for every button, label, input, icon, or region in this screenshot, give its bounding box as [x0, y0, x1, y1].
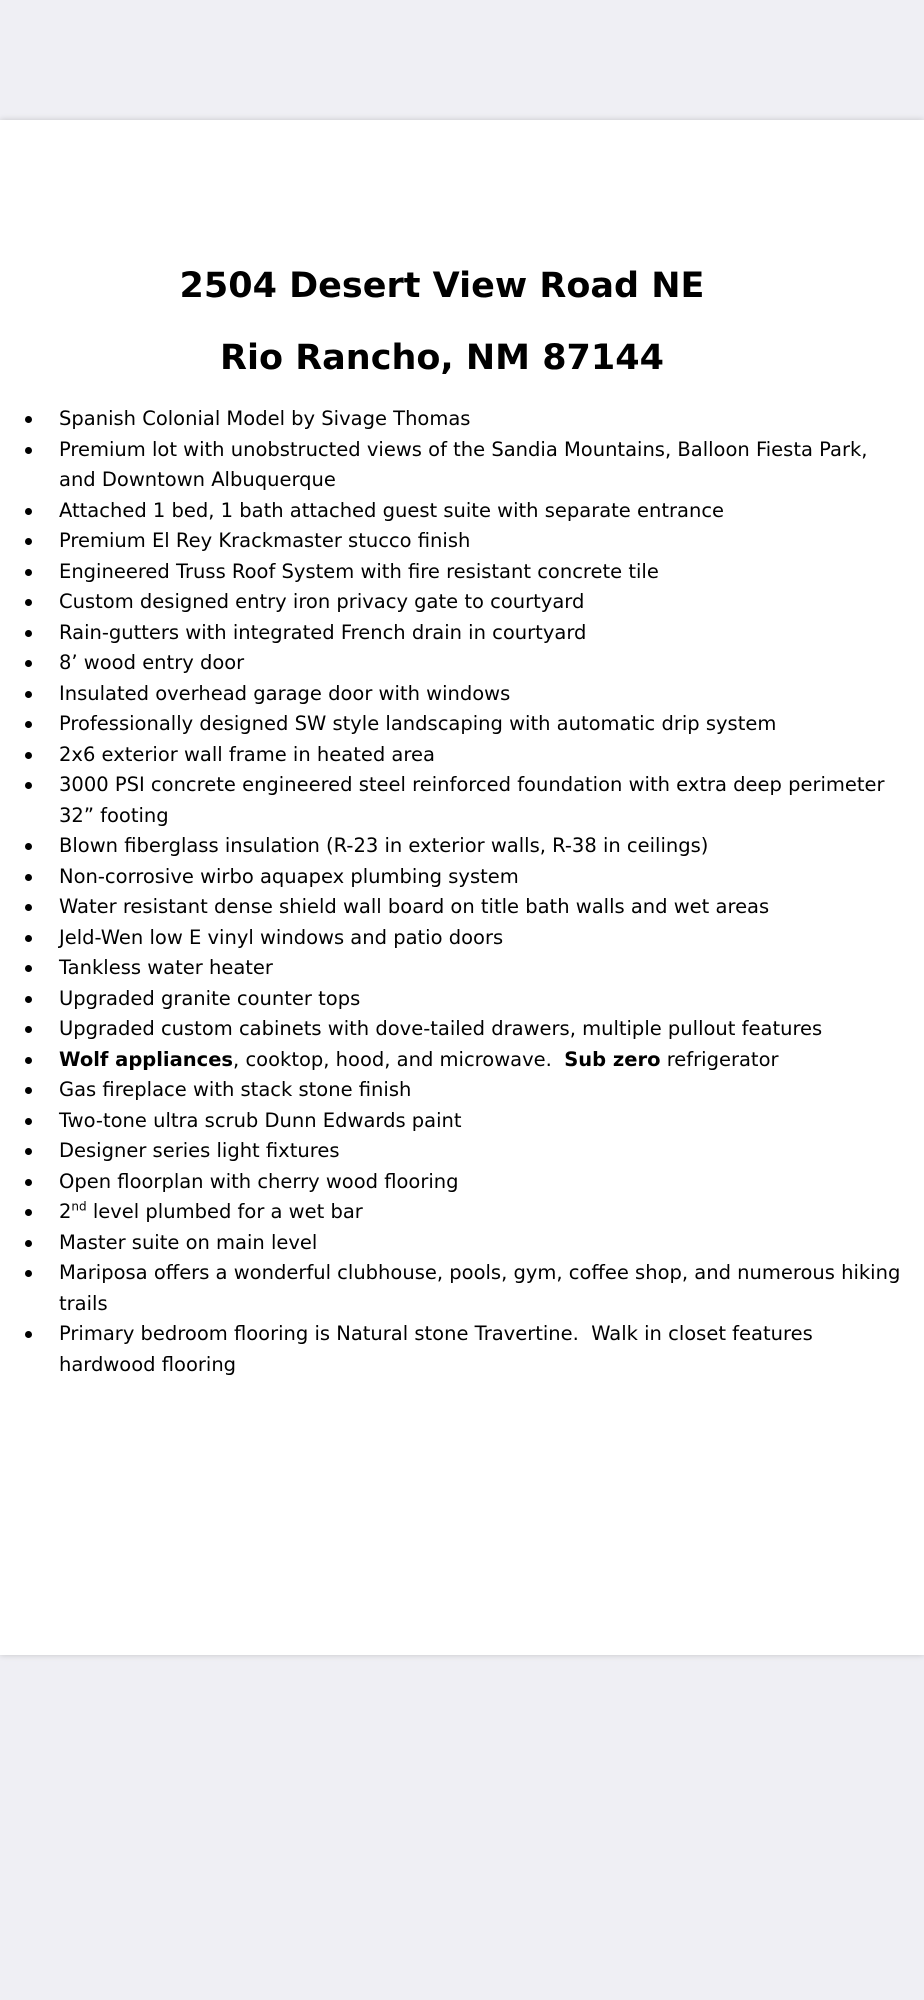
feature-item: Custom designed entry iron privacy gate to courtyard — [0, 587, 924, 618]
bullet-icon — [25, 1331, 32, 1338]
feature-list — [0, 404, 924, 1380]
feature-item: Gas fireplace with stack stone finish — [0, 1075, 924, 1106]
feature-item: Professionally designed SW style landscaping with automatic drip system — [0, 709, 924, 740]
bullet-icon — [25, 569, 32, 576]
feature-item: Premium El Rey Krackmaster stucco finish — [0, 526, 924, 557]
feature-item: Jeld-Wen low E vinyl windows and patio doors — [0, 923, 924, 954]
feature-item: Attached 1 bed, 1 bath attached guest suite with separate entrance — [0, 496, 924, 527]
feature-item: Two-tone ultra scrub Dunn Edwards paint — [0, 1106, 924, 1137]
bullet-icon — [25, 1240, 32, 1247]
bullet-icon — [25, 447, 32, 454]
feature-item: Insulated overhead garage door with windows — [0, 679, 924, 710]
bullet-icon — [25, 1148, 32, 1155]
feature-item: 8’ wood entry door — [0, 648, 924, 679]
bullet-icon — [25, 1026, 32, 1033]
feature-item-wet-bar: 2nd level plumbed for a wet bar — [0, 1197, 924, 1228]
bullet-icon — [25, 996, 32, 1003]
bullet-icon — [25, 630, 32, 637]
document-page — [0, 120, 924, 1655]
feature-item: Non-corrosive wirbo aquapex plumbing system — [0, 862, 924, 893]
feature-item: Mariposa offers a wonderful clubhouse, pools, gym, coffee shop, and numerous hiking trails — [0, 1258, 924, 1319]
feature-item: Primary bedroom flooring is Natural stone Travertine. Walk in closet features hardwood flooring — [0, 1319, 924, 1380]
feature-item: Master suite on main level — [0, 1228, 924, 1259]
address-street: 2504 Desert View Road NE — [179, 266, 705, 306]
feature-item: Spanish Colonial Model by Sivage Thomas — [0, 404, 924, 435]
bullet-icon — [25, 965, 32, 972]
bullet-icon — [25, 1057, 32, 1064]
bullet-icon — [25, 416, 32, 423]
bullet-icon — [25, 874, 32, 881]
bullet-icon — [25, 1270, 32, 1277]
bullet-icon — [25, 904, 32, 911]
bullet-icon — [25, 691, 32, 698]
feature-item: Premium lot with unobstructed views of the Sandia Mountains, Balloon Fiesta Park, and Downtown Albuquerque — [0, 435, 924, 496]
feature-item-appliances: Wolf appliances, cooktop, hood, and microwave. Sub zero refrigerator — [0, 1045, 924, 1076]
bullet-icon — [25, 538, 32, 545]
bullet-icon — [25, 935, 32, 942]
feature-item: Upgraded granite counter tops — [0, 984, 924, 1015]
bullet-icon — [25, 1179, 32, 1186]
bullet-icon — [25, 599, 32, 606]
bullet-icon — [25, 843, 32, 850]
feature-item: Engineered Truss Roof System with fire resistant concrete tile — [0, 557, 924, 588]
bullet-icon — [25, 1087, 32, 1094]
feature-item: Tankless water heater — [0, 953, 924, 984]
feature-item: Upgraded custom cabinets with dove-tailed drawers, multiple pullout features — [0, 1014, 924, 1045]
bullet-icon — [25, 752, 32, 759]
bullet-icon — [25, 721, 32, 728]
bullet-icon — [25, 508, 32, 515]
bullet-icon — [25, 1118, 32, 1125]
feature-item: 2x6 exterior wall frame in heated area — [0, 740, 924, 771]
address-city: Rio Rancho, NM 87144 — [220, 338, 664, 378]
bullet-icon — [25, 660, 32, 667]
feature-item: Water resistant dense shield wall board on title bath walls and wet areas — [0, 892, 924, 923]
feature-item: Blown fiberglass insulation (R-23 in exterior walls, R-38 in ceilings) — [0, 831, 924, 862]
feature-item: Open floorplan with cherry wood flooring — [0, 1167, 924, 1198]
feature-item: 3000 PSI concrete engineered steel reinforced foundation with extra deep perimeter 32” footing — [0, 770, 924, 831]
feature-item: Rain-gutters with integrated French drain in courtyard — [0, 618, 924, 649]
feature-item: Designer series light fixtures — [0, 1136, 924, 1167]
bullet-icon — [25, 1209, 32, 1216]
bullet-icon — [25, 782, 32, 789]
